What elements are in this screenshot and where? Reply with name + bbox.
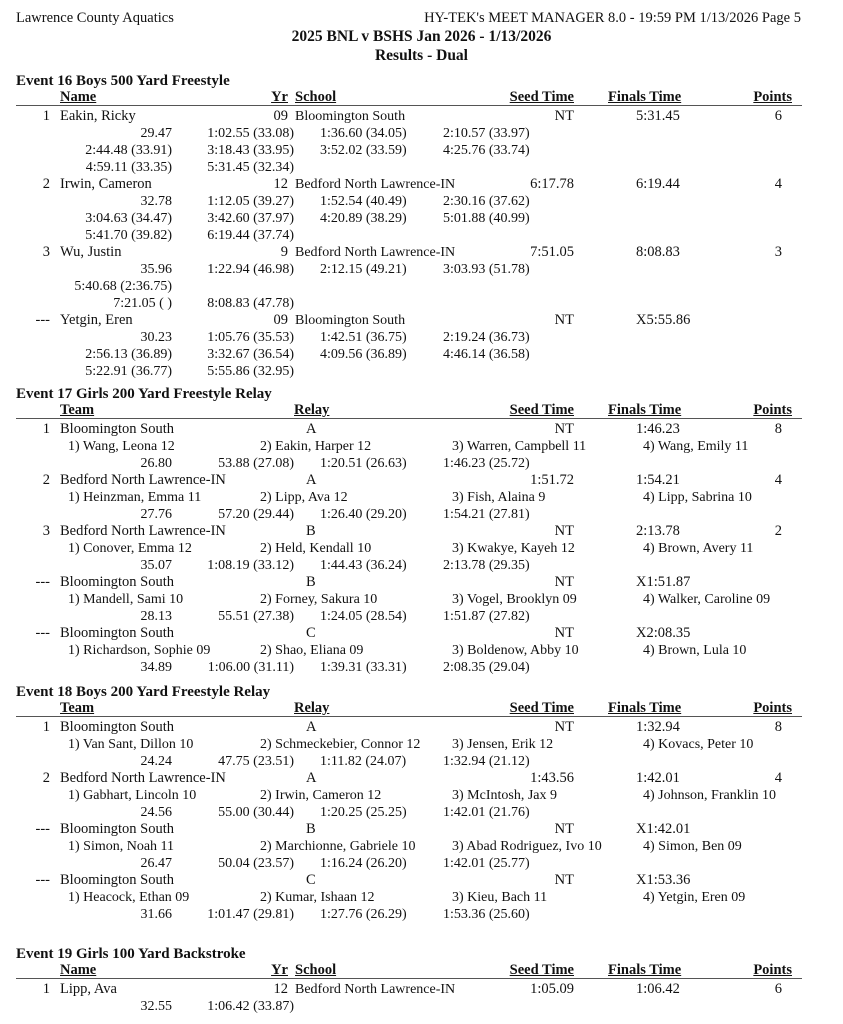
team-name: Bedford North Lawrence-IN [60, 472, 226, 488]
split-time: 30.23 [140, 330, 172, 345]
relay-swimmer: 1) Heacock, Ethan 09 [68, 890, 190, 905]
points: 3 [774, 244, 782, 260]
relay-swimmer: 3) Abad Rodriguez, Ivo 10 [452, 839, 602, 854]
relay-swimmer: 3) Fish, Alaina 9 [452, 490, 546, 505]
split-time: 2:44.48 (33.91) [85, 143, 172, 158]
split-time: 31.66 [140, 907, 172, 922]
school-name: Bedford North Lawrence-IN [295, 245, 456, 260]
finals-time: X1:42.01 [636, 821, 691, 837]
relay-swimmer: 3) McIntosh, Jax 9 [452, 788, 557, 803]
seed-time: NT [554, 108, 574, 124]
relay-swimmer: 3) Kieu, Bach 11 [452, 890, 548, 905]
column-header-finals-time: Finals Time [608, 700, 682, 716]
header-divider [16, 105, 802, 106]
relay-letter: A [306, 472, 317, 488]
relay-swimmer: 1) Simon, Noah 11 [68, 839, 175, 854]
column-header-name: Team [60, 700, 95, 716]
place: 2 [42, 176, 50, 192]
split-time: 1:42.01 (25.77) [443, 856, 530, 871]
split-time: 1:22.94 (46.98) [207, 262, 294, 277]
relay-letter: A [306, 421, 317, 437]
split-time: 55.51 (27.38) [218, 609, 294, 624]
points: 8 [774, 719, 782, 735]
split-time: 3:42.60 (37.97) [207, 211, 294, 226]
split-time: 1:39.31 (33.31) [320, 660, 407, 675]
school-name: Bedford North Lawrence-IN [295, 982, 456, 997]
relay-swimmer: 2) Forney, Sakura 10 [260, 592, 378, 607]
finals-time: 1:32.94 [636, 719, 680, 735]
finals-time: 2:13.78 [636, 523, 680, 539]
relay-swimmer: 3) Vogel, Brooklyn 09 [452, 592, 577, 607]
team-name: Bloomington South [60, 821, 175, 837]
place: 2 [42, 472, 50, 488]
relay-swimmer: 4) Walker, Caroline 09 [643, 592, 771, 607]
place: --- [35, 872, 50, 888]
finals-time: X2:08.35 [636, 625, 691, 641]
column-header-yr: Yr [271, 89, 288, 105]
split-time: 28.13 [140, 609, 172, 624]
place: --- [35, 574, 50, 590]
split-time: 5:22.91 (36.77) [85, 364, 172, 379]
column-header-relay: Relay [294, 700, 330, 716]
split-time: 6:19.44 (37.74) [207, 228, 294, 243]
split-time: 1:53.36 (25.60) [443, 907, 530, 922]
header-divider [16, 418, 802, 419]
split-time: 32.78 [140, 194, 172, 209]
split-time: 24.24 [140, 754, 172, 769]
split-time: 1:52.54 (40.49) [320, 194, 407, 209]
seed-time: 6:17.78 [530, 176, 574, 192]
column-header-seed-time: Seed Time [509, 402, 574, 418]
column-header-finals-time: Finals Time [608, 89, 682, 105]
place: 1 [42, 981, 50, 997]
place: 1 [42, 719, 50, 735]
relay-letter: A [306, 770, 317, 786]
event-title: Event 16 Boys 500 Yard Freestyle [16, 73, 230, 89]
team-name: Bloomington South [60, 574, 175, 590]
points: 4 [774, 176, 782, 192]
split-time: 3:03.93 (51.78) [443, 262, 530, 277]
place: 2 [42, 770, 50, 786]
seed-time: 7:51.05 [530, 244, 574, 260]
place: --- [35, 625, 50, 641]
split-time: 1:24.05 (28.54) [320, 609, 407, 624]
place: 1 [42, 108, 50, 124]
split-time: 3:52.02 (33.59) [320, 143, 407, 158]
seed-time: 1:05.09 [530, 981, 574, 997]
split-time: 53.88 (27.08) [218, 456, 294, 471]
finals-time: 8:08.83 [636, 244, 680, 260]
points: 2 [774, 523, 782, 539]
swimmer-name: Wu, Justin [60, 244, 122, 260]
split-time: 3:04.63 (34.47) [85, 211, 172, 226]
relay-swimmer: 1) Van Sant, Dillon 10 [68, 737, 194, 752]
relay-swimmer: 4) Yetgin, Eren 09 [643, 890, 746, 905]
seed-time: NT [554, 523, 574, 539]
split-time: 1:32.94 (21.12) [443, 754, 530, 769]
relay-swimmer: 2) Shao, Eliana 09 [260, 643, 364, 658]
swimmer-year: 12 [273, 981, 288, 997]
relay-swimmer: 2) Eakin, Harper 12 [260, 439, 372, 454]
relay-swimmer: 2) Held, Kendall 10 [260, 541, 372, 556]
team-name: Bedford North Lawrence-IN [60, 523, 226, 539]
split-time: 35.07 [140, 558, 172, 573]
column-header-name: Name [60, 89, 97, 105]
split-time: 2:30.16 (37.62) [443, 194, 530, 209]
column-header-seed-time: Seed Time [509, 700, 574, 716]
column-header-yr: Yr [271, 962, 288, 978]
split-time: 5:55.86 (32.95) [207, 364, 294, 379]
team-name: Bloomington South [60, 421, 175, 437]
split-time: 2:10.57 (33.97) [443, 126, 530, 141]
split-time: 2:13.78 (29.35) [443, 558, 530, 573]
relay-swimmer: 3) Boldenow, Abby 10 [452, 643, 579, 658]
seed-time: NT [554, 625, 574, 641]
split-time: 2:19.24 (36.73) [443, 330, 530, 345]
split-time: 34.89 [140, 660, 172, 675]
column-header-seed-time: Seed Time [509, 962, 574, 978]
swimmer-name: Irwin, Cameron [60, 176, 152, 192]
relay-letter: B [306, 821, 316, 837]
split-time: 1:16.24 (26.20) [320, 856, 407, 871]
split-time: 1:26.40 (29.20) [320, 507, 407, 522]
school-name: Bloomington South [295, 109, 406, 124]
place: 1 [42, 421, 50, 437]
split-time: 1:54.21 (27.81) [443, 507, 530, 522]
finals-time: 1:54.21 [636, 472, 680, 488]
split-time: 2:56.13 (36.89) [85, 347, 172, 362]
place: --- [35, 821, 50, 837]
team-name: Bloomington South [60, 719, 175, 735]
relay-swimmer: 1) Conover, Emma 12 [68, 541, 192, 556]
relay-swimmer: 4) Lipp, Sabrina 10 [643, 490, 752, 505]
swimmer-year: 9 [280, 244, 288, 260]
seed-time: NT [554, 312, 574, 328]
split-time: 2:12.15 (49.21) [320, 262, 407, 277]
column-header-seed-time: Seed Time [509, 89, 574, 105]
relay-swimmer: 3) Warren, Campbell 11 [452, 439, 587, 454]
split-time: 1:44.43 (36.24) [320, 558, 407, 573]
relay-letter: A [306, 719, 317, 735]
split-time: 5:01.88 (40.99) [443, 211, 530, 226]
team-name: Bedford North Lawrence-IN [60, 770, 226, 786]
split-time: 1:11.82 (24.07) [320, 754, 407, 769]
seed-time: 1:43.56 [530, 770, 574, 786]
relay-letter: C [306, 625, 316, 641]
relay-swimmer: 1) Richardson, Sophie 09 [68, 643, 211, 658]
swimmer-year: 09 [273, 108, 288, 124]
points: 4 [774, 472, 782, 488]
split-time: 8:08.83 (47.78) [207, 296, 294, 311]
split-time: 1:46.23 (25.72) [443, 456, 530, 471]
seed-time: NT [554, 421, 574, 437]
split-time: 32.55 [140, 999, 172, 1014]
header-divider [16, 978, 802, 979]
points: 6 [774, 981, 782, 997]
relay-swimmer: 1) Gabhart, Lincoln 10 [68, 788, 197, 803]
finals-time: X5:55.86 [636, 312, 691, 328]
relay-swimmer: 1) Mandell, Sami 10 [68, 592, 184, 607]
column-header-finals-time: Finals Time [608, 962, 682, 978]
split-time: 47.75 (23.51) [218, 754, 294, 769]
points: 4 [774, 770, 782, 786]
finals-time: 1:42.01 [636, 770, 680, 786]
relay-swimmer: 4) Brown, Lula 10 [643, 643, 747, 658]
software-info: HY-TEK's MEET MANAGER 8.0 - 19:59 PM 1/13/2026 Page 5 [424, 10, 801, 26]
column-header-points: Points [753, 402, 792, 418]
meet-title: 2025 BNL v BSHS Jan 2026 - 1/13/2026 [291, 28, 552, 45]
relay-swimmer: 1) Heinzman, Emma 11 [68, 490, 202, 505]
place: 3 [42, 523, 50, 539]
split-time: 1:02.55 (33.08) [207, 126, 294, 141]
split-time: 55.00 (30.44) [218, 805, 294, 820]
relay-swimmer: 2) Lipp, Ava 12 [260, 490, 348, 505]
points: 8 [774, 421, 782, 437]
finals-time: 1:46.23 [636, 421, 680, 437]
split-time: 4:20.89 (38.29) [320, 211, 407, 226]
split-time: 29.47 [140, 126, 172, 141]
relay-letter: B [306, 574, 316, 590]
column-header-finals-time: Finals Time [608, 402, 682, 418]
results-subtitle: Results - Dual [374, 47, 468, 64]
points: 6 [774, 108, 782, 124]
column-header-points: Points [753, 89, 792, 105]
split-time: 1:42.51 (36.75) [320, 330, 407, 345]
split-time: 3:18.43 (33.95) [207, 143, 294, 158]
seed-time: NT [554, 574, 574, 590]
split-time: 4:09.56 (36.89) [320, 347, 407, 362]
split-time: 1:06.42 (33.87) [207, 999, 294, 1014]
finals-time: 1:06.42 [636, 981, 680, 997]
seed-time: NT [554, 872, 574, 888]
split-time: 1:27.76 (26.29) [320, 907, 407, 922]
split-time: 2:08.35 (29.04) [443, 660, 530, 675]
split-time: 4:25.76 (33.74) [443, 143, 530, 158]
split-time: 24.56 [140, 805, 172, 820]
split-time: 50.04 (23.57) [218, 856, 294, 871]
column-header-school: School [295, 962, 337, 978]
swimmer-year: 12 [273, 176, 288, 192]
split-time: 1:42.01 (21.76) [443, 805, 530, 820]
relay-swimmer: 4) Johnson, Franklin 10 [643, 788, 776, 803]
split-time: 1:12.05 (39.27) [207, 194, 294, 209]
swimmer-year: 09 [273, 312, 288, 328]
seed-time: NT [554, 821, 574, 837]
split-time: 5:40.68 (2:36.75) [74, 279, 172, 294]
swimmer-name: Eakin, Ricky [60, 108, 136, 124]
place: --- [35, 312, 50, 328]
finals-time: X1:51.87 [636, 574, 691, 590]
relay-swimmer: 4) Kovacs, Peter 10 [643, 737, 754, 752]
finals-time: X1:53.36 [636, 872, 691, 888]
team-name: Bloomington South [60, 872, 175, 888]
split-time: 1:01.47 (29.81) [207, 907, 294, 922]
split-time: 1:36.60 (34.05) [320, 126, 407, 141]
relay-swimmer: 3) Jensen, Erik 12 [452, 737, 554, 752]
relay-swimmer: 4) Brown, Avery 11 [643, 541, 754, 556]
split-time: 5:31.45 (32.34) [207, 160, 294, 175]
relay-swimmer: 2) Irwin, Cameron 12 [260, 788, 382, 803]
seed-time: NT [554, 719, 574, 735]
finals-time: 6:19.44 [636, 176, 680, 192]
split-time: 1:08.19 (33.12) [207, 558, 294, 573]
relay-letter: C [306, 872, 316, 888]
finals-time: 5:31.45 [636, 108, 680, 124]
relay-letter: B [306, 523, 316, 539]
relay-swimmer: 2) Marchionne, Gabriele 10 [260, 839, 416, 854]
column-header-name: Name [60, 962, 97, 978]
split-time: 57.20 (29.44) [218, 507, 294, 522]
split-time: 26.47 [140, 856, 172, 871]
split-time: 3:32.67 (36.54) [207, 347, 294, 362]
split-time: 1:05.76 (35.53) [207, 330, 294, 345]
school-name: Bloomington South [295, 313, 406, 328]
split-time: 35.96 [140, 262, 172, 277]
place: 3 [42, 244, 50, 260]
relay-swimmer: 2) Kumar, Ishaan 12 [260, 890, 375, 905]
event-title: Event 17 Girls 200 Yard Freestyle Relay [16, 386, 272, 402]
header-divider [16, 716, 802, 717]
split-time: 1:51.87 (27.82) [443, 609, 530, 624]
column-header-school: School [295, 89, 337, 105]
relay-swimmer: 3) Kwakye, Kayeh 12 [452, 541, 575, 556]
relay-swimmer: 1) Wang, Leona 12 [68, 439, 175, 454]
relay-swimmer: 4) Wang, Emily 11 [643, 439, 749, 454]
split-time: 4:46.14 (36.58) [443, 347, 530, 362]
swimmer-name: Lipp, Ava [60, 981, 117, 997]
event-title: Event 18 Boys 200 Yard Freestyle Relay [16, 684, 271, 700]
split-time: 1:20.25 (25.25) [320, 805, 407, 820]
school-name: Bedford North Lawrence-IN [295, 177, 456, 192]
split-time: 5:41.70 (39.82) [85, 228, 172, 243]
split-time: 26.80 [140, 456, 172, 471]
seed-time: 1:51.72 [530, 472, 574, 488]
relay-swimmer: 4) Simon, Ben 09 [643, 839, 742, 854]
split-time: 7:21.05 ( ) [113, 296, 172, 311]
split-time: 4:59.11 (33.35) [85, 160, 172, 175]
column-header-points: Points [753, 700, 792, 716]
split-time: 1:06.00 (31.11) [207, 660, 294, 675]
split-time: 1:20.51 (26.63) [320, 456, 407, 471]
org-name: Lawrence County Aquatics [16, 10, 174, 26]
relay-swimmer: 2) Schmeckebier, Connor 12 [260, 737, 421, 752]
column-header-relay: Relay [294, 402, 330, 418]
column-header-name: Team [60, 402, 95, 418]
team-name: Bloomington South [60, 625, 175, 641]
swimmer-name: Yetgin, Eren [60, 312, 133, 328]
column-header-points: Points [753, 962, 792, 978]
event-title: Event 19 Girls 100 Yard Backstroke [16, 946, 246, 962]
split-time: 27.76 [140, 507, 172, 522]
